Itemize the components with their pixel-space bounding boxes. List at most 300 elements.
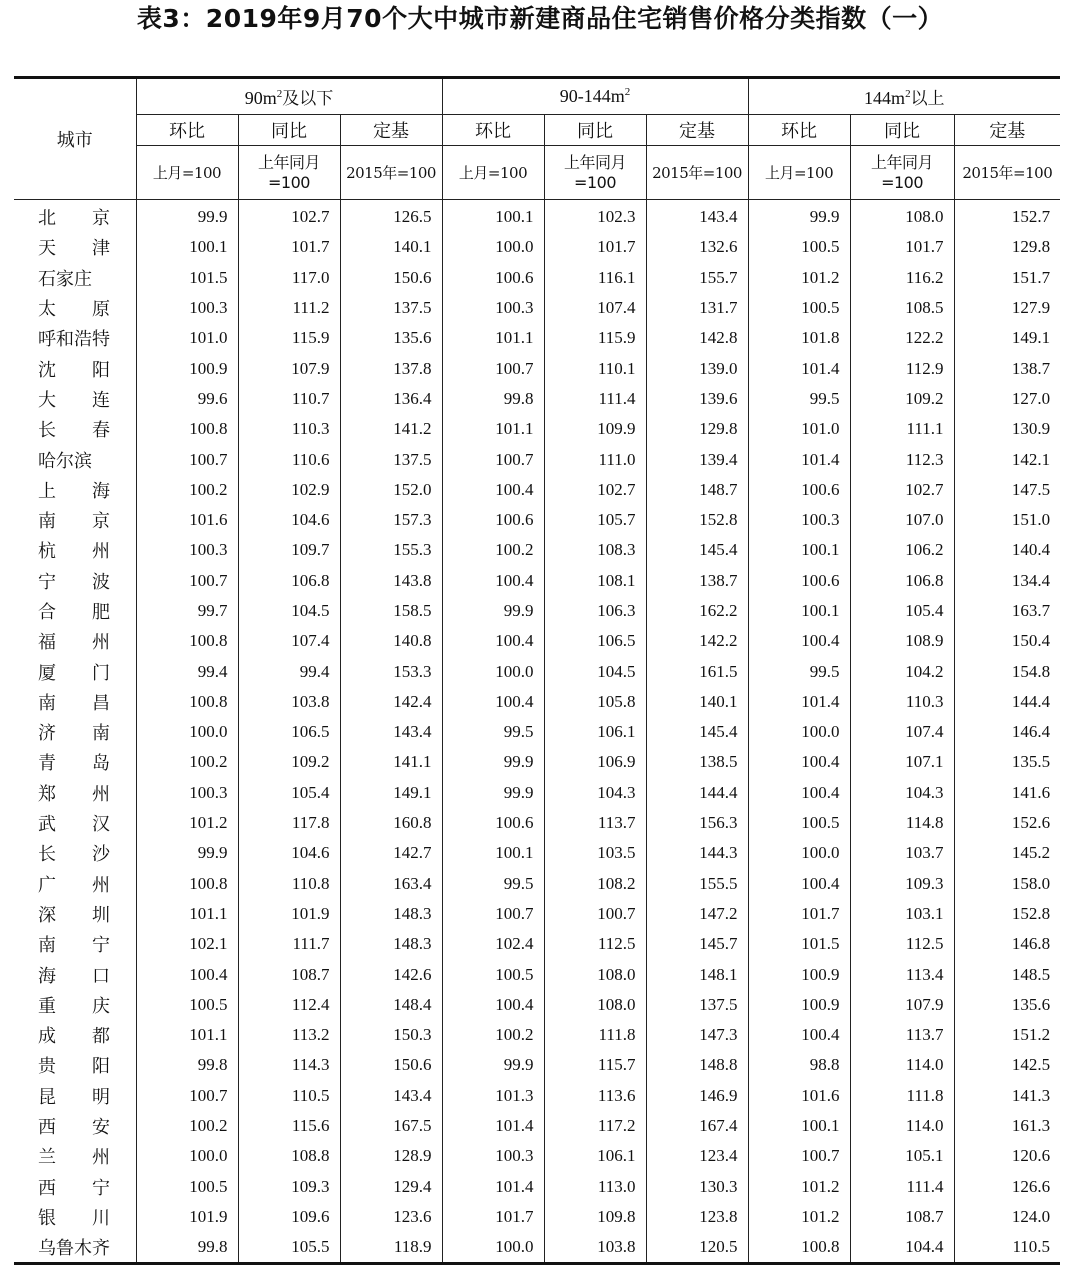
index-value: 120.5 bbox=[646, 1232, 748, 1264]
index-value: 108.5 bbox=[850, 293, 954, 323]
index-value: 112.5 bbox=[544, 929, 646, 959]
index-value: 101.9 bbox=[238, 899, 340, 929]
index-value: 100.2 bbox=[136, 1111, 238, 1141]
city-name: 厦 门 bbox=[14, 656, 136, 686]
index-value: 100.3 bbox=[442, 1141, 544, 1171]
base-header-base: 2015年=100 bbox=[954, 146, 1060, 200]
index-value: 146.4 bbox=[954, 717, 1060, 747]
price-index-table bbox=[14, 76, 1060, 1265]
index-value: 140.4 bbox=[954, 535, 1060, 565]
index-value: 141.1 bbox=[340, 747, 442, 777]
index-value: 99.8 bbox=[136, 1232, 238, 1264]
index-value: 100.5 bbox=[136, 990, 238, 1020]
index-value: 153.3 bbox=[340, 656, 442, 686]
city-name: 呼和浩特 bbox=[14, 323, 136, 353]
index-value: 99.6 bbox=[136, 384, 238, 414]
index-value: 103.5 bbox=[544, 838, 646, 868]
city-name: 大 连 bbox=[14, 384, 136, 414]
index-value: 99.9 bbox=[442, 747, 544, 777]
table-row bbox=[14, 200, 1060, 233]
table-row bbox=[14, 596, 1060, 626]
index-value: 101.5 bbox=[748, 929, 850, 959]
index-value: 111.8 bbox=[544, 1020, 646, 1050]
index-value: 100.6 bbox=[748, 566, 850, 596]
index-value: 145.7 bbox=[646, 929, 748, 959]
table-row bbox=[14, 444, 1060, 474]
index-value: 100.6 bbox=[442, 263, 544, 293]
index-value: 147.3 bbox=[646, 1020, 748, 1050]
index-value: 100.0 bbox=[442, 656, 544, 686]
table-row bbox=[14, 1232, 1060, 1264]
index-value: 144.3 bbox=[646, 838, 748, 868]
index-value: 156.3 bbox=[646, 808, 748, 838]
index-value: 155.5 bbox=[646, 869, 748, 899]
index-value: 139.6 bbox=[646, 384, 748, 414]
index-value: 108.0 bbox=[544, 990, 646, 1020]
table-row bbox=[14, 1202, 1060, 1232]
index-value: 100.8 bbox=[136, 869, 238, 899]
table-row bbox=[14, 384, 1060, 414]
index-value: 135.6 bbox=[954, 990, 1060, 1020]
group-header-large: $144m^2$以上 bbox=[748, 78, 1060, 115]
index-value: 99.9 bbox=[136, 200, 238, 233]
city-column-header: 城市 bbox=[14, 78, 136, 200]
table-row bbox=[14, 778, 1060, 808]
index-value: 152.7 bbox=[954, 200, 1060, 233]
index-value: 104.5 bbox=[544, 656, 646, 686]
index-value: 102.1 bbox=[136, 929, 238, 959]
city-name: 杭 州 bbox=[14, 535, 136, 565]
index-value: 101.2 bbox=[136, 808, 238, 838]
index-value: 102.9 bbox=[238, 475, 340, 505]
index-value: 161.3 bbox=[954, 1111, 1060, 1141]
city-name: 南 昌 bbox=[14, 687, 136, 717]
index-value: 109.3 bbox=[850, 869, 954, 899]
city-name: 宁 波 bbox=[14, 566, 136, 596]
index-value: 101.1 bbox=[136, 1020, 238, 1050]
index-value: 158.5 bbox=[340, 596, 442, 626]
index-value: 150.6 bbox=[340, 1050, 442, 1080]
metric-header-base: 定基 bbox=[646, 115, 748, 146]
city-name: 哈尔滨 bbox=[14, 444, 136, 474]
index-value: 101.8 bbox=[748, 323, 850, 353]
index-value: 100.4 bbox=[748, 626, 850, 656]
index-value: 107.1 bbox=[850, 747, 954, 777]
index-value: 102.3 bbox=[544, 200, 646, 233]
index-value: 114.3 bbox=[238, 1050, 340, 1080]
index-value: 101.4 bbox=[748, 687, 850, 717]
index-value: 113.2 bbox=[238, 1020, 340, 1050]
index-value: 107.9 bbox=[238, 353, 340, 383]
index-value: 145.2 bbox=[954, 838, 1060, 868]
index-value: 151.0 bbox=[954, 505, 1060, 535]
index-value: 116.1 bbox=[544, 263, 646, 293]
index-value: 110.5 bbox=[238, 1081, 340, 1111]
city-name: 南 宁 bbox=[14, 929, 136, 959]
index-value: 100.1 bbox=[748, 596, 850, 626]
index-value: 139.0 bbox=[646, 353, 748, 383]
index-value: 108.0 bbox=[544, 959, 646, 989]
table-row bbox=[14, 1111, 1060, 1141]
metric-header-yoy: 同比 bbox=[544, 115, 646, 146]
index-value: 100.2 bbox=[442, 1020, 544, 1050]
index-value: 143.4 bbox=[340, 717, 442, 747]
index-value: 100.0 bbox=[442, 1232, 544, 1264]
index-value: 146.8 bbox=[954, 929, 1060, 959]
index-value: 123.4 bbox=[646, 1141, 748, 1171]
base-header-base: 2015年=100 bbox=[340, 146, 442, 200]
index-value: 148.4 bbox=[340, 990, 442, 1020]
index-value: 99.7 bbox=[136, 596, 238, 626]
index-value: 100.3 bbox=[136, 535, 238, 565]
index-value: 128.9 bbox=[340, 1141, 442, 1171]
index-value: 106.9 bbox=[544, 747, 646, 777]
index-value: 111.4 bbox=[850, 1172, 954, 1202]
index-value: 110.6 bbox=[238, 444, 340, 474]
index-value: 122.2 bbox=[850, 323, 954, 353]
index-value: 102.7 bbox=[850, 475, 954, 505]
index-value: 106.8 bbox=[238, 566, 340, 596]
index-value: 100.5 bbox=[748, 808, 850, 838]
index-value: 104.3 bbox=[544, 778, 646, 808]
index-value: 100.2 bbox=[136, 747, 238, 777]
index-value: 100.4 bbox=[442, 566, 544, 596]
index-value: 152.8 bbox=[646, 505, 748, 535]
index-value: 101.1 bbox=[442, 414, 544, 444]
index-value: 100.3 bbox=[136, 293, 238, 323]
index-value: 117.0 bbox=[238, 263, 340, 293]
index-value: 99.4 bbox=[136, 656, 238, 686]
index-value: 115.6 bbox=[238, 1111, 340, 1141]
index-value: 108.9 bbox=[850, 626, 954, 656]
index-value: 100.5 bbox=[748, 293, 850, 323]
index-value: 140.1 bbox=[646, 687, 748, 717]
city-name: 南 京 bbox=[14, 505, 136, 535]
metric-header-mom: 环比 bbox=[442, 115, 544, 146]
table-row bbox=[14, 535, 1060, 565]
index-value: 115.7 bbox=[544, 1050, 646, 1080]
index-value: 101.7 bbox=[850, 232, 954, 262]
index-value: 100.1 bbox=[748, 535, 850, 565]
index-value: 101.4 bbox=[748, 444, 850, 474]
index-value: 145.4 bbox=[646, 535, 748, 565]
index-value: 141.6 bbox=[954, 778, 1060, 808]
index-value: 109.9 bbox=[544, 414, 646, 444]
index-value: 113.7 bbox=[544, 808, 646, 838]
index-value: 109.2 bbox=[238, 747, 340, 777]
index-value: 100.9 bbox=[136, 353, 238, 383]
index-value: 104.4 bbox=[850, 1232, 954, 1264]
index-value: 141.2 bbox=[340, 414, 442, 444]
table-row bbox=[14, 232, 1060, 262]
index-value: 144.4 bbox=[954, 687, 1060, 717]
index-value: 106.2 bbox=[850, 535, 954, 565]
index-value: 100.0 bbox=[136, 1141, 238, 1171]
index-value: 149.1 bbox=[340, 778, 442, 808]
index-value: 140.1 bbox=[340, 232, 442, 262]
index-value: 101.0 bbox=[136, 323, 238, 353]
index-value: 104.5 bbox=[238, 596, 340, 626]
index-value: 148.3 bbox=[340, 929, 442, 959]
city-name: 青 岛 bbox=[14, 747, 136, 777]
base-header-yoy: 上年同月=100 bbox=[238, 146, 340, 200]
index-value: 115.9 bbox=[544, 323, 646, 353]
index-value: 107.4 bbox=[238, 626, 340, 656]
table-row bbox=[14, 929, 1060, 959]
index-value: 102.4 bbox=[442, 929, 544, 959]
index-value: 111.2 bbox=[238, 293, 340, 323]
index-value: 105.1 bbox=[850, 1141, 954, 1171]
index-value: 143.4 bbox=[646, 200, 748, 233]
index-value: 100.4 bbox=[442, 687, 544, 717]
index-value: 158.0 bbox=[954, 869, 1060, 899]
base-header-yoy: 上年同月=100 bbox=[850, 146, 954, 200]
index-value: 112.5 bbox=[850, 929, 954, 959]
group-header-medium: $90-144m^2$ bbox=[442, 78, 748, 115]
index-value: 138.7 bbox=[954, 353, 1060, 383]
table-body bbox=[14, 200, 1060, 1264]
table-row bbox=[14, 1172, 1060, 1202]
index-value: 155.3 bbox=[340, 535, 442, 565]
index-value: 117.8 bbox=[238, 808, 340, 838]
index-value: 100.3 bbox=[136, 778, 238, 808]
index-value: 139.4 bbox=[646, 444, 748, 474]
table-row bbox=[14, 505, 1060, 535]
index-value: 142.1 bbox=[954, 444, 1060, 474]
index-value: 100.0 bbox=[136, 717, 238, 747]
index-value: 100.5 bbox=[136, 1172, 238, 1202]
index-value: 142.5 bbox=[954, 1050, 1060, 1080]
index-value: 110.3 bbox=[238, 414, 340, 444]
index-value: 147.5 bbox=[954, 475, 1060, 505]
index-value: 143.4 bbox=[340, 1081, 442, 1111]
city-name: 西 宁 bbox=[14, 1172, 136, 1202]
index-value: 150.3 bbox=[340, 1020, 442, 1050]
index-value: 107.9 bbox=[850, 990, 954, 1020]
index-value: 100.7 bbox=[442, 899, 544, 929]
index-value: 109.2 bbox=[850, 384, 954, 414]
index-value: 124.0 bbox=[954, 1202, 1060, 1232]
index-value: 149.1 bbox=[954, 323, 1060, 353]
index-value: 100.9 bbox=[748, 959, 850, 989]
index-value: 100.7 bbox=[442, 444, 544, 474]
index-value: 154.8 bbox=[954, 656, 1060, 686]
index-value: 99.9 bbox=[442, 778, 544, 808]
index-value: 110.5 bbox=[954, 1232, 1060, 1264]
index-value: 108.7 bbox=[850, 1202, 954, 1232]
index-value: 105.4 bbox=[238, 778, 340, 808]
base-header-mom: 上月=100 bbox=[442, 146, 544, 200]
table-row bbox=[14, 293, 1060, 323]
index-value: 99.5 bbox=[748, 384, 850, 414]
index-value: 152.0 bbox=[340, 475, 442, 505]
city-name: 长 沙 bbox=[14, 838, 136, 868]
index-value: 152.6 bbox=[954, 808, 1060, 838]
index-value: 109.3 bbox=[238, 1172, 340, 1202]
index-value: 127.0 bbox=[954, 384, 1060, 414]
index-value: 148.1 bbox=[646, 959, 748, 989]
index-value: 160.8 bbox=[340, 808, 442, 838]
index-value: 108.3 bbox=[544, 535, 646, 565]
index-value: 151.7 bbox=[954, 263, 1060, 293]
index-value: 150.4 bbox=[954, 626, 1060, 656]
index-value: 142.7 bbox=[340, 838, 442, 868]
base-header-mom: 上月=100 bbox=[748, 146, 850, 200]
index-value: 101.4 bbox=[442, 1172, 544, 1202]
index-value: 100.0 bbox=[442, 232, 544, 262]
index-value: 129.8 bbox=[646, 414, 748, 444]
index-value: 100.4 bbox=[748, 747, 850, 777]
index-value: 112.3 bbox=[850, 444, 954, 474]
base-header-yoy: 上年同月=100 bbox=[544, 146, 646, 200]
index-value: 167.4 bbox=[646, 1111, 748, 1141]
index-value: 150.6 bbox=[340, 263, 442, 293]
table-row bbox=[14, 475, 1060, 505]
index-value: 105.7 bbox=[544, 505, 646, 535]
index-value: 100.1 bbox=[748, 1111, 850, 1141]
table-row bbox=[14, 808, 1060, 838]
index-value: 100.6 bbox=[748, 475, 850, 505]
index-value: 101.6 bbox=[748, 1081, 850, 1111]
table-row bbox=[14, 687, 1060, 717]
table-row bbox=[14, 323, 1060, 353]
index-value: 105.4 bbox=[850, 596, 954, 626]
index-value: 106.3 bbox=[544, 596, 646, 626]
city-name: 西 安 bbox=[14, 1111, 136, 1141]
index-value: 100.2 bbox=[442, 535, 544, 565]
index-value: 100.7 bbox=[136, 566, 238, 596]
index-value: 116.2 bbox=[850, 263, 954, 293]
index-value: 100.7 bbox=[136, 1081, 238, 1111]
index-value: 103.8 bbox=[544, 1232, 646, 1264]
index-value: 113.6 bbox=[544, 1081, 646, 1111]
index-value: 109.7 bbox=[238, 535, 340, 565]
city-name: 武 汉 bbox=[14, 808, 136, 838]
index-value: 107.4 bbox=[850, 717, 954, 747]
index-value: 101.1 bbox=[136, 899, 238, 929]
table-row bbox=[14, 1050, 1060, 1080]
index-value: 142.2 bbox=[646, 626, 748, 656]
index-value: 120.6 bbox=[954, 1141, 1060, 1171]
index-value: 136.4 bbox=[340, 384, 442, 414]
index-value: 108.0 bbox=[850, 200, 954, 233]
index-value: 103.1 bbox=[850, 899, 954, 929]
city-name: 合 肥 bbox=[14, 596, 136, 626]
table-row bbox=[14, 414, 1060, 444]
index-value: 100.7 bbox=[136, 444, 238, 474]
index-value: 113.4 bbox=[850, 959, 954, 989]
table-row bbox=[14, 656, 1060, 686]
index-value: 108.2 bbox=[544, 869, 646, 899]
index-value: 100.0 bbox=[748, 717, 850, 747]
index-value: 101.2 bbox=[748, 1172, 850, 1202]
index-value: 155.7 bbox=[646, 263, 748, 293]
index-value: 108.1 bbox=[544, 566, 646, 596]
city-name: 广 州 bbox=[14, 869, 136, 899]
index-value: 99.5 bbox=[442, 717, 544, 747]
index-value: 148.8 bbox=[646, 1050, 748, 1080]
table-row bbox=[14, 899, 1060, 929]
city-name: 成 都 bbox=[14, 1020, 136, 1050]
index-value: 157.3 bbox=[340, 505, 442, 535]
index-value: 163.4 bbox=[340, 869, 442, 899]
group-header-small: $90m^2$及以下 bbox=[136, 78, 442, 115]
index-value: 100.8 bbox=[136, 687, 238, 717]
index-value: 131.7 bbox=[646, 293, 748, 323]
table-row bbox=[14, 747, 1060, 777]
base-header-mom: 上月=100 bbox=[136, 146, 238, 200]
table-row bbox=[14, 1141, 1060, 1171]
index-value: 98.8 bbox=[748, 1050, 850, 1080]
metric-header-mom: 环比 bbox=[748, 115, 850, 146]
table-row bbox=[14, 353, 1060, 383]
table-row bbox=[14, 959, 1060, 989]
index-value: 123.8 bbox=[646, 1202, 748, 1232]
index-value: 106.8 bbox=[850, 566, 954, 596]
index-value: 109.8 bbox=[544, 1202, 646, 1232]
index-value: 100.4 bbox=[136, 959, 238, 989]
city-name: 银 川 bbox=[14, 1202, 136, 1232]
index-value: 101.7 bbox=[748, 899, 850, 929]
index-value: 99.5 bbox=[442, 869, 544, 899]
index-value: 102.7 bbox=[238, 200, 340, 233]
index-value: 130.9 bbox=[954, 414, 1060, 444]
city-name: 福 州 bbox=[14, 626, 136, 656]
city-name: 沈 阳 bbox=[14, 353, 136, 383]
index-value: 100.2 bbox=[136, 475, 238, 505]
index-value: 161.5 bbox=[646, 656, 748, 686]
index-value: 137.5 bbox=[340, 293, 442, 323]
index-value: 101.7 bbox=[238, 232, 340, 262]
index-value: 100.8 bbox=[136, 626, 238, 656]
index-value: 100.1 bbox=[442, 200, 544, 233]
city-name: 海 口 bbox=[14, 959, 136, 989]
table-row bbox=[14, 566, 1060, 596]
index-value: 111.1 bbox=[850, 414, 954, 444]
index-value: 99.9 bbox=[442, 1050, 544, 1080]
index-value: 118.9 bbox=[340, 1232, 442, 1264]
metric-header-yoy: 同比 bbox=[850, 115, 954, 146]
index-value: 100.3 bbox=[748, 505, 850, 535]
index-value: 163.7 bbox=[954, 596, 1060, 626]
index-value: 112.4 bbox=[238, 990, 340, 1020]
index-value: 101.2 bbox=[748, 263, 850, 293]
city-name: 兰 州 bbox=[14, 1141, 136, 1171]
index-value: 110.7 bbox=[238, 384, 340, 414]
index-value: 145.4 bbox=[646, 717, 748, 747]
index-value: 104.3 bbox=[850, 778, 954, 808]
index-value: 100.7 bbox=[748, 1141, 850, 1171]
index-value: 99.9 bbox=[748, 200, 850, 233]
index-value: 148.3 bbox=[340, 899, 442, 929]
index-value: 111.7 bbox=[238, 929, 340, 959]
index-value: 101.4 bbox=[748, 353, 850, 383]
index-value: 130.3 bbox=[646, 1172, 748, 1202]
index-value: 100.4 bbox=[748, 778, 850, 808]
city-name: 贵 阳 bbox=[14, 1050, 136, 1080]
index-value: 108.8 bbox=[238, 1141, 340, 1171]
index-value: 106.1 bbox=[544, 717, 646, 747]
index-value: 106.5 bbox=[544, 626, 646, 656]
index-value: 142.8 bbox=[646, 323, 748, 353]
index-value: 147.2 bbox=[646, 899, 748, 929]
index-value: 113.7 bbox=[850, 1020, 954, 1050]
index-value: 101.3 bbox=[442, 1081, 544, 1111]
index-value: 111.4 bbox=[544, 384, 646, 414]
index-value: 144.4 bbox=[646, 778, 748, 808]
index-value: 101.1 bbox=[442, 323, 544, 353]
index-value: 108.7 bbox=[238, 959, 340, 989]
